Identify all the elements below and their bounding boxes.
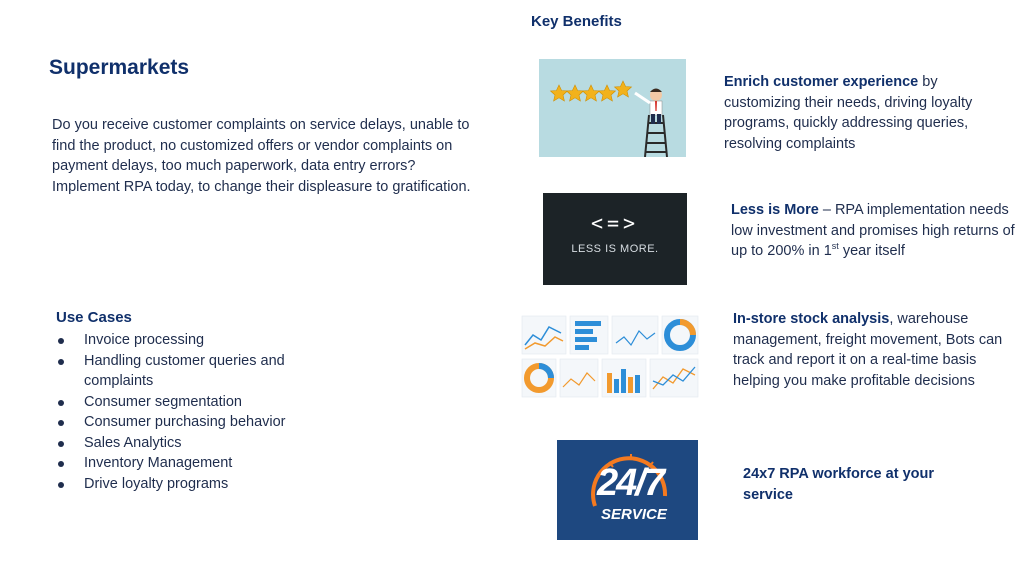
code-symbol-icon: <=> bbox=[590, 211, 640, 235]
list-item: Sales Analytics bbox=[56, 433, 326, 454]
intro-paragraph: Do you receive customer complaints on service delays, unable to find the product, no customized offers or vendor complaints on payment delays, too much paperwork, data entry errors? Implement RPA today, to change their displeasure to gratification. bbox=[52, 117, 471, 195]
benefit-title: Enrich customer experience bbox=[724, 74, 919, 90]
analytics-dashboard-illustration bbox=[521, 315, 699, 399]
list-item: Handling customer queries and complaints bbox=[56, 351, 326, 392]
star-rating-icon bbox=[539, 59, 686, 157]
less-is-more-image bbox=[543, 193, 687, 285]
benefit-description: – RPA implementation needs low investment and promises high returns of up to 200% in 1 bbox=[731, 202, 1015, 259]
service-24-7-image bbox=[557, 440, 698, 540]
benefit-description: by customizing their needs, driving loyalty programs, quickly addressing queries, resolving complaints bbox=[724, 74, 973, 152]
page-title: Supermarkets bbox=[49, 56, 190, 79]
benefit-description: , warehouse management, freight movement, Bots can track and report it on a real-time basis helping you make profitable decisions bbox=[733, 311, 1003, 389]
benefit-customer-experience bbox=[724, 72, 1009, 154]
benefit-description-end: year itself bbox=[838, 243, 905, 259]
benefit-stock-analysis bbox=[733, 309, 1008, 391]
list-item: Consumer segmentation bbox=[56, 392, 326, 413]
chart-tiles-icon bbox=[521, 315, 699, 399]
benefit-superscript: st bbox=[831, 241, 839, 252]
benefit-24x7-workforce bbox=[743, 464, 983, 505]
use-cases-list bbox=[56, 330, 326, 494]
use-cases-heading: Use Cases bbox=[56, 309, 132, 326]
key-benefits-heading: Key Benefits bbox=[531, 13, 622, 30]
service-label: SERVICE bbox=[601, 506, 667, 523]
list-item: Inventory Management bbox=[56, 453, 326, 474]
benefit-title: In-store stock analysis bbox=[733, 311, 890, 327]
list-item: Consumer purchasing behavior bbox=[56, 412, 326, 433]
service-number: 24/7 bbox=[597, 462, 663, 504]
list-item: Invoice processing bbox=[56, 330, 326, 351]
benefit-title: Less is More bbox=[731, 202, 819, 218]
benefit-less-is-more bbox=[731, 200, 1021, 262]
less-is-more-caption: LESS IS MORE. bbox=[571, 243, 659, 255]
star-rating-illustration bbox=[539, 59, 686, 157]
benefit-title: 24x7 RPA workforce at your service bbox=[743, 466, 934, 503]
list-item: Drive loyalty programs bbox=[56, 474, 326, 495]
